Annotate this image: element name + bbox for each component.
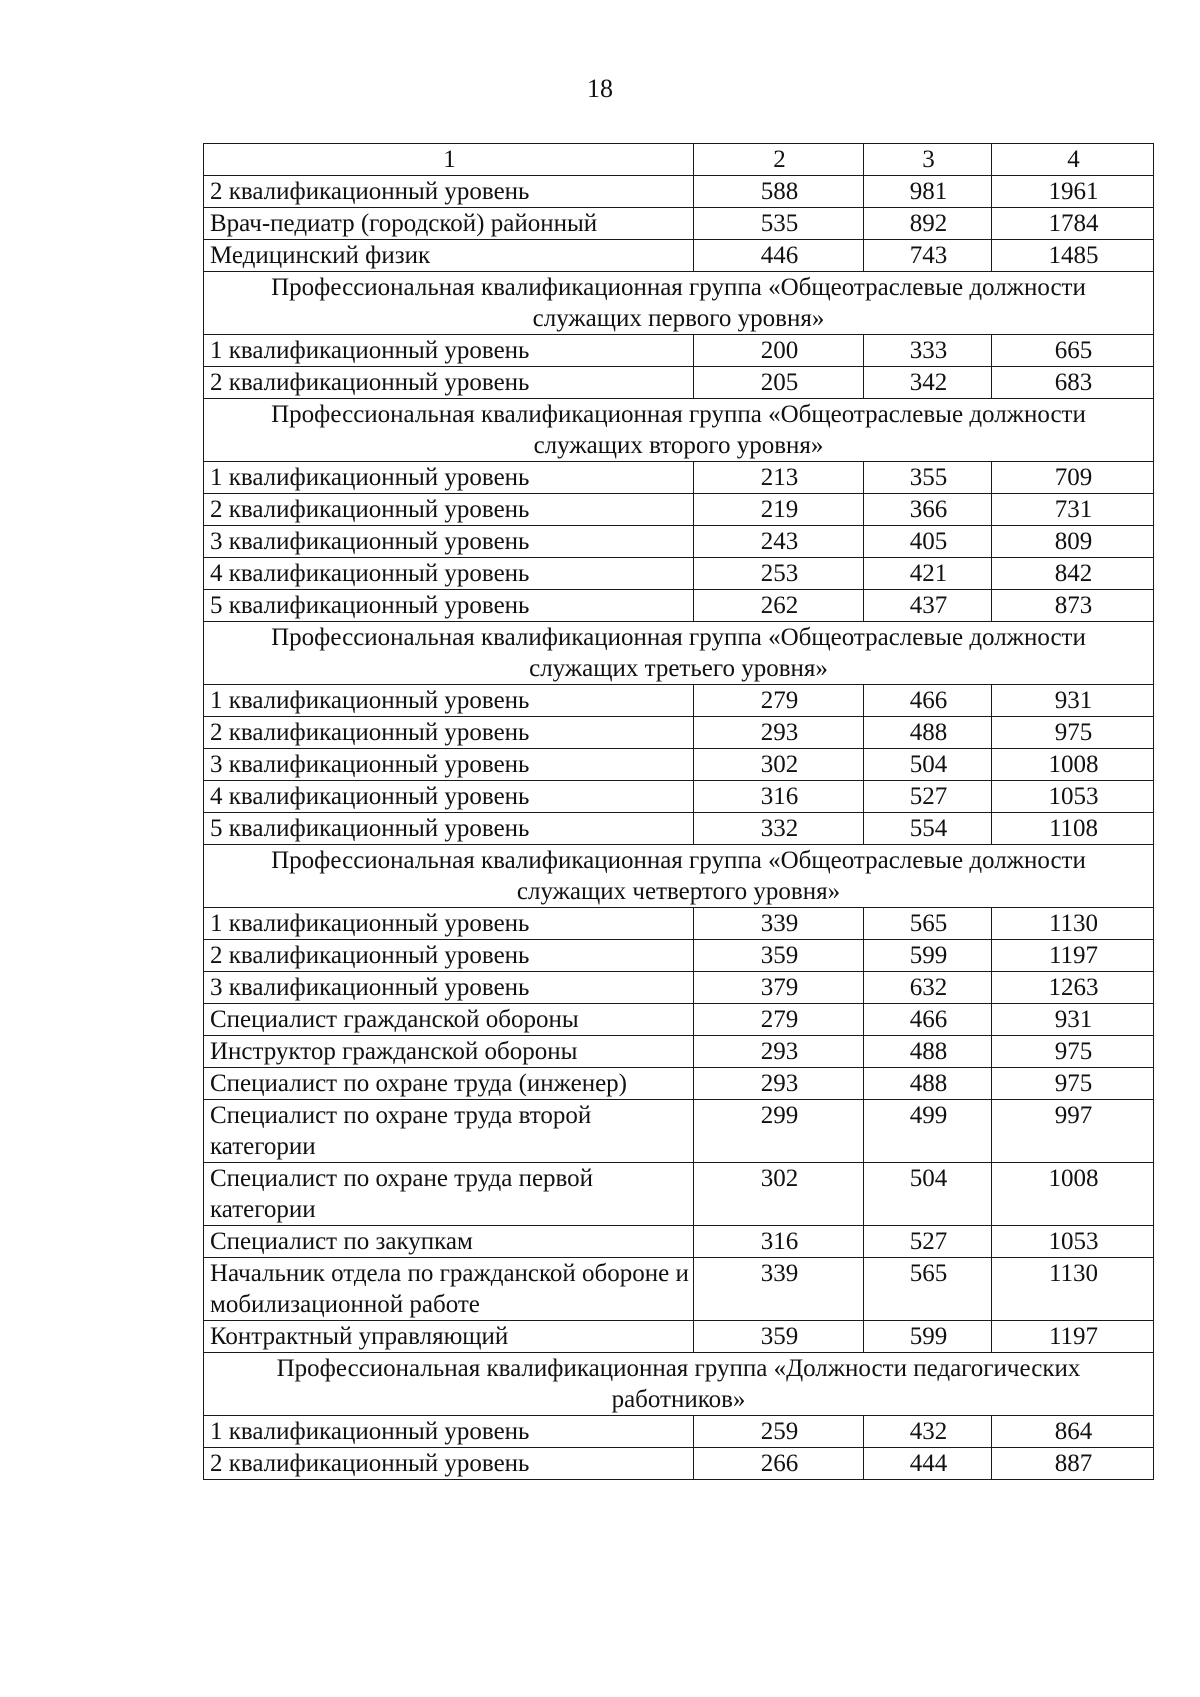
value-col-4: 665 xyxy=(992,335,1154,367)
value-col-3: 488 xyxy=(864,1068,992,1100)
page-number: 18 xyxy=(587,74,613,103)
value-col-2: 279 xyxy=(694,685,864,717)
value-col-2: 293 xyxy=(694,717,864,749)
position-name: 4 квалификационный уровень xyxy=(204,558,694,590)
value-col-4: 1053 xyxy=(992,781,1154,813)
table-row xyxy=(204,240,1154,272)
value-col-3: 554 xyxy=(864,813,992,845)
value-col-2: 200 xyxy=(694,335,864,367)
value-col-4: 683 xyxy=(992,367,1154,399)
table-row xyxy=(204,1321,1154,1353)
table-row xyxy=(204,1163,1154,1226)
table-row xyxy=(204,813,1154,845)
table-row xyxy=(204,462,1154,494)
value-col-4: 975 xyxy=(992,1068,1154,1100)
value-col-2: 213 xyxy=(694,462,864,494)
value-col-3: 466 xyxy=(864,1004,992,1036)
value-col-4: 997 xyxy=(992,1100,1154,1163)
value-col-2: 446 xyxy=(694,240,864,272)
table-row xyxy=(204,1004,1154,1036)
value-col-2: 316 xyxy=(694,781,864,813)
value-col-2: 359 xyxy=(694,940,864,972)
group-title: Профессиональная квалификационная группа «Общеотраслевые должности служащих второго уровня» xyxy=(204,399,1154,462)
position-name: Врач-педиатр (городской) районный xyxy=(204,208,694,240)
value-col-4: 1197 xyxy=(992,940,1154,972)
value-col-3: 488 xyxy=(864,717,992,749)
value-col-2: 293 xyxy=(694,1068,864,1100)
value-col-3: 488 xyxy=(864,1036,992,1068)
value-col-3: 421 xyxy=(864,558,992,590)
group-title: Профессиональная квалификационная группа «Общеотраслевые должности служащих третьего уровня» xyxy=(204,622,1154,685)
position-name: Медицинский физик xyxy=(204,240,694,272)
table-row xyxy=(204,781,1154,813)
value-col-2: 332 xyxy=(694,813,864,845)
value-col-3: 632 xyxy=(864,972,992,1004)
value-col-4: 975 xyxy=(992,1036,1154,1068)
group-title: Профессиональная квалификационная группа «Общеотраслевые должности служащих первого уровня» xyxy=(204,272,1154,335)
position-name: 3 квалификационный уровень xyxy=(204,749,694,781)
value-col-2: 262 xyxy=(694,590,864,622)
position-name: 4 квалификационный уровень xyxy=(204,781,694,813)
value-col-4: 1197 xyxy=(992,1321,1154,1353)
value-col-2: 243 xyxy=(694,526,864,558)
value-col-4: 931 xyxy=(992,1004,1154,1036)
table-row xyxy=(204,749,1154,781)
table-row xyxy=(204,1448,1154,1480)
table-row xyxy=(204,1258,1154,1321)
value-col-4: 1053 xyxy=(992,1226,1154,1258)
value-col-3: 743 xyxy=(864,240,992,272)
value-col-2: 535 xyxy=(694,208,864,240)
value-col-2: 302 xyxy=(694,1163,864,1226)
value-col-3: 981 xyxy=(864,176,992,208)
value-col-3: 499 xyxy=(864,1100,992,1163)
position-name: 2 квалификационный уровень xyxy=(204,367,694,399)
value-col-3: 432 xyxy=(864,1416,992,1448)
position-name: 5 квалификационный уровень xyxy=(204,590,694,622)
value-col-4: 864 xyxy=(992,1416,1154,1448)
group-header-row xyxy=(204,399,1154,462)
value-col-3: 892 xyxy=(864,208,992,240)
value-col-2: 339 xyxy=(694,908,864,940)
position-name: 2 квалификационный уровень xyxy=(204,940,694,972)
value-col-3: 504 xyxy=(864,749,992,781)
value-col-3: 527 xyxy=(864,781,992,813)
column-header: 4 xyxy=(992,144,1154,176)
table-row xyxy=(204,717,1154,749)
value-col-4: 931 xyxy=(992,685,1154,717)
value-col-2: 379 xyxy=(694,972,864,1004)
value-col-3: 565 xyxy=(864,1258,992,1321)
value-col-2: 293 xyxy=(694,1036,864,1068)
value-col-4: 709 xyxy=(992,462,1154,494)
value-col-4: 842 xyxy=(992,558,1154,590)
value-col-4: 1485 xyxy=(992,240,1154,272)
table-header-row xyxy=(204,144,1154,176)
table-row xyxy=(204,176,1154,208)
position-name: 1 квалификационный уровень xyxy=(204,1416,694,1448)
value-col-4: 1784 xyxy=(992,208,1154,240)
table-row xyxy=(204,367,1154,399)
value-col-4: 887 xyxy=(992,1448,1154,1480)
position-name: Инструктор гражданской обороны xyxy=(204,1036,694,1068)
value-col-2: 259 xyxy=(694,1416,864,1448)
table-row xyxy=(204,908,1154,940)
position-name: 2 квалификационный уровень xyxy=(204,176,694,208)
position-name: Контрактный управляющий xyxy=(204,1321,694,1353)
position-name: Начальник отдела по гражданской обороне и мобилизационной работе xyxy=(204,1258,694,1321)
value-col-4: 1108 xyxy=(992,813,1154,845)
value-col-3: 599 xyxy=(864,940,992,972)
position-name: 2 квалификационный уровень xyxy=(204,717,694,749)
table-row xyxy=(204,1226,1154,1258)
value-col-4: 1263 xyxy=(992,972,1154,1004)
position-name: 3 квалификационный уровень xyxy=(204,972,694,1004)
value-col-4: 1130 xyxy=(992,908,1154,940)
value-col-4: 873 xyxy=(992,590,1154,622)
position-name: Специалист по охране труда первой категории xyxy=(204,1163,694,1226)
salary-table xyxy=(203,143,1154,1480)
value-col-2: 299 xyxy=(694,1100,864,1163)
value-col-2: 302 xyxy=(694,749,864,781)
table-row xyxy=(204,1416,1154,1448)
table-row xyxy=(204,494,1154,526)
position-name: Специалист по закупкам xyxy=(204,1226,694,1258)
value-col-2: 253 xyxy=(694,558,864,590)
position-name: Специалист по охране труда (инженер) xyxy=(204,1068,694,1100)
table-row xyxy=(204,208,1154,240)
table-row xyxy=(204,1100,1154,1163)
table-body xyxy=(204,144,1154,1480)
value-col-3: 355 xyxy=(864,462,992,494)
column-header: 1 xyxy=(204,144,694,176)
table-row xyxy=(204,590,1154,622)
table-row xyxy=(204,1036,1154,1068)
table-row xyxy=(204,526,1154,558)
table-row xyxy=(204,558,1154,590)
value-col-4: 1130 xyxy=(992,1258,1154,1321)
group-header-row xyxy=(204,1353,1154,1416)
position-name: 1 квалификационный уровень xyxy=(204,685,694,717)
position-name: 2 квалификационный уровень xyxy=(204,494,694,526)
position-name: 1 квалификационный уровень xyxy=(204,908,694,940)
value-col-4: 975 xyxy=(992,717,1154,749)
position-name: Специалист гражданской обороны xyxy=(204,1004,694,1036)
group-title: Профессиональная квалификационная группа «Общеотраслевые должности служащих четвертого уровня» xyxy=(204,845,1154,908)
position-name: Специалист по охране труда второй категории xyxy=(204,1100,694,1163)
value-col-2: 219 xyxy=(694,494,864,526)
value-col-3: 504 xyxy=(864,1163,992,1226)
value-col-2: 266 xyxy=(694,1448,864,1480)
value-col-3: 565 xyxy=(864,908,992,940)
group-header-row xyxy=(204,845,1154,908)
value-col-3: 333 xyxy=(864,335,992,367)
value-col-2: 359 xyxy=(694,1321,864,1353)
table-row xyxy=(204,685,1154,717)
position-name: 1 квалификационный уровень xyxy=(204,335,694,367)
value-col-3: 599 xyxy=(864,1321,992,1353)
value-col-3: 405 xyxy=(864,526,992,558)
value-col-3: 466 xyxy=(864,685,992,717)
group-header-row xyxy=(204,272,1154,335)
table-row xyxy=(204,972,1154,1004)
column-header: 3 xyxy=(864,144,992,176)
value-col-2: 279 xyxy=(694,1004,864,1036)
table-row xyxy=(204,335,1154,367)
value-col-4: 809 xyxy=(992,526,1154,558)
group-title: Профессиональная квалификационная группа «Должности педагогических работников» xyxy=(204,1353,1154,1416)
value-col-3: 444 xyxy=(864,1448,992,1480)
value-col-2: 205 xyxy=(694,367,864,399)
value-col-3: 527 xyxy=(864,1226,992,1258)
table-row xyxy=(204,940,1154,972)
value-col-3: 366 xyxy=(864,494,992,526)
value-col-2: 588 xyxy=(694,176,864,208)
value-col-2: 339 xyxy=(694,1258,864,1321)
value-col-4: 1008 xyxy=(992,1163,1154,1226)
value-col-4: 1961 xyxy=(992,176,1154,208)
position-name: 2 квалификационный уровень xyxy=(204,1448,694,1480)
position-name: 3 квалификационный уровень xyxy=(204,526,694,558)
value-col-4: 1008 xyxy=(992,749,1154,781)
position-name: 5 квалификационный уровень xyxy=(204,813,694,845)
column-header: 2 xyxy=(694,144,864,176)
position-name: 1 квалификационный уровень xyxy=(204,462,694,494)
value-col-4: 731 xyxy=(992,494,1154,526)
table-row xyxy=(204,1068,1154,1100)
value-col-2: 316 xyxy=(694,1226,864,1258)
value-col-3: 342 xyxy=(864,367,992,399)
group-header-row xyxy=(204,622,1154,685)
value-col-3: 437 xyxy=(864,590,992,622)
